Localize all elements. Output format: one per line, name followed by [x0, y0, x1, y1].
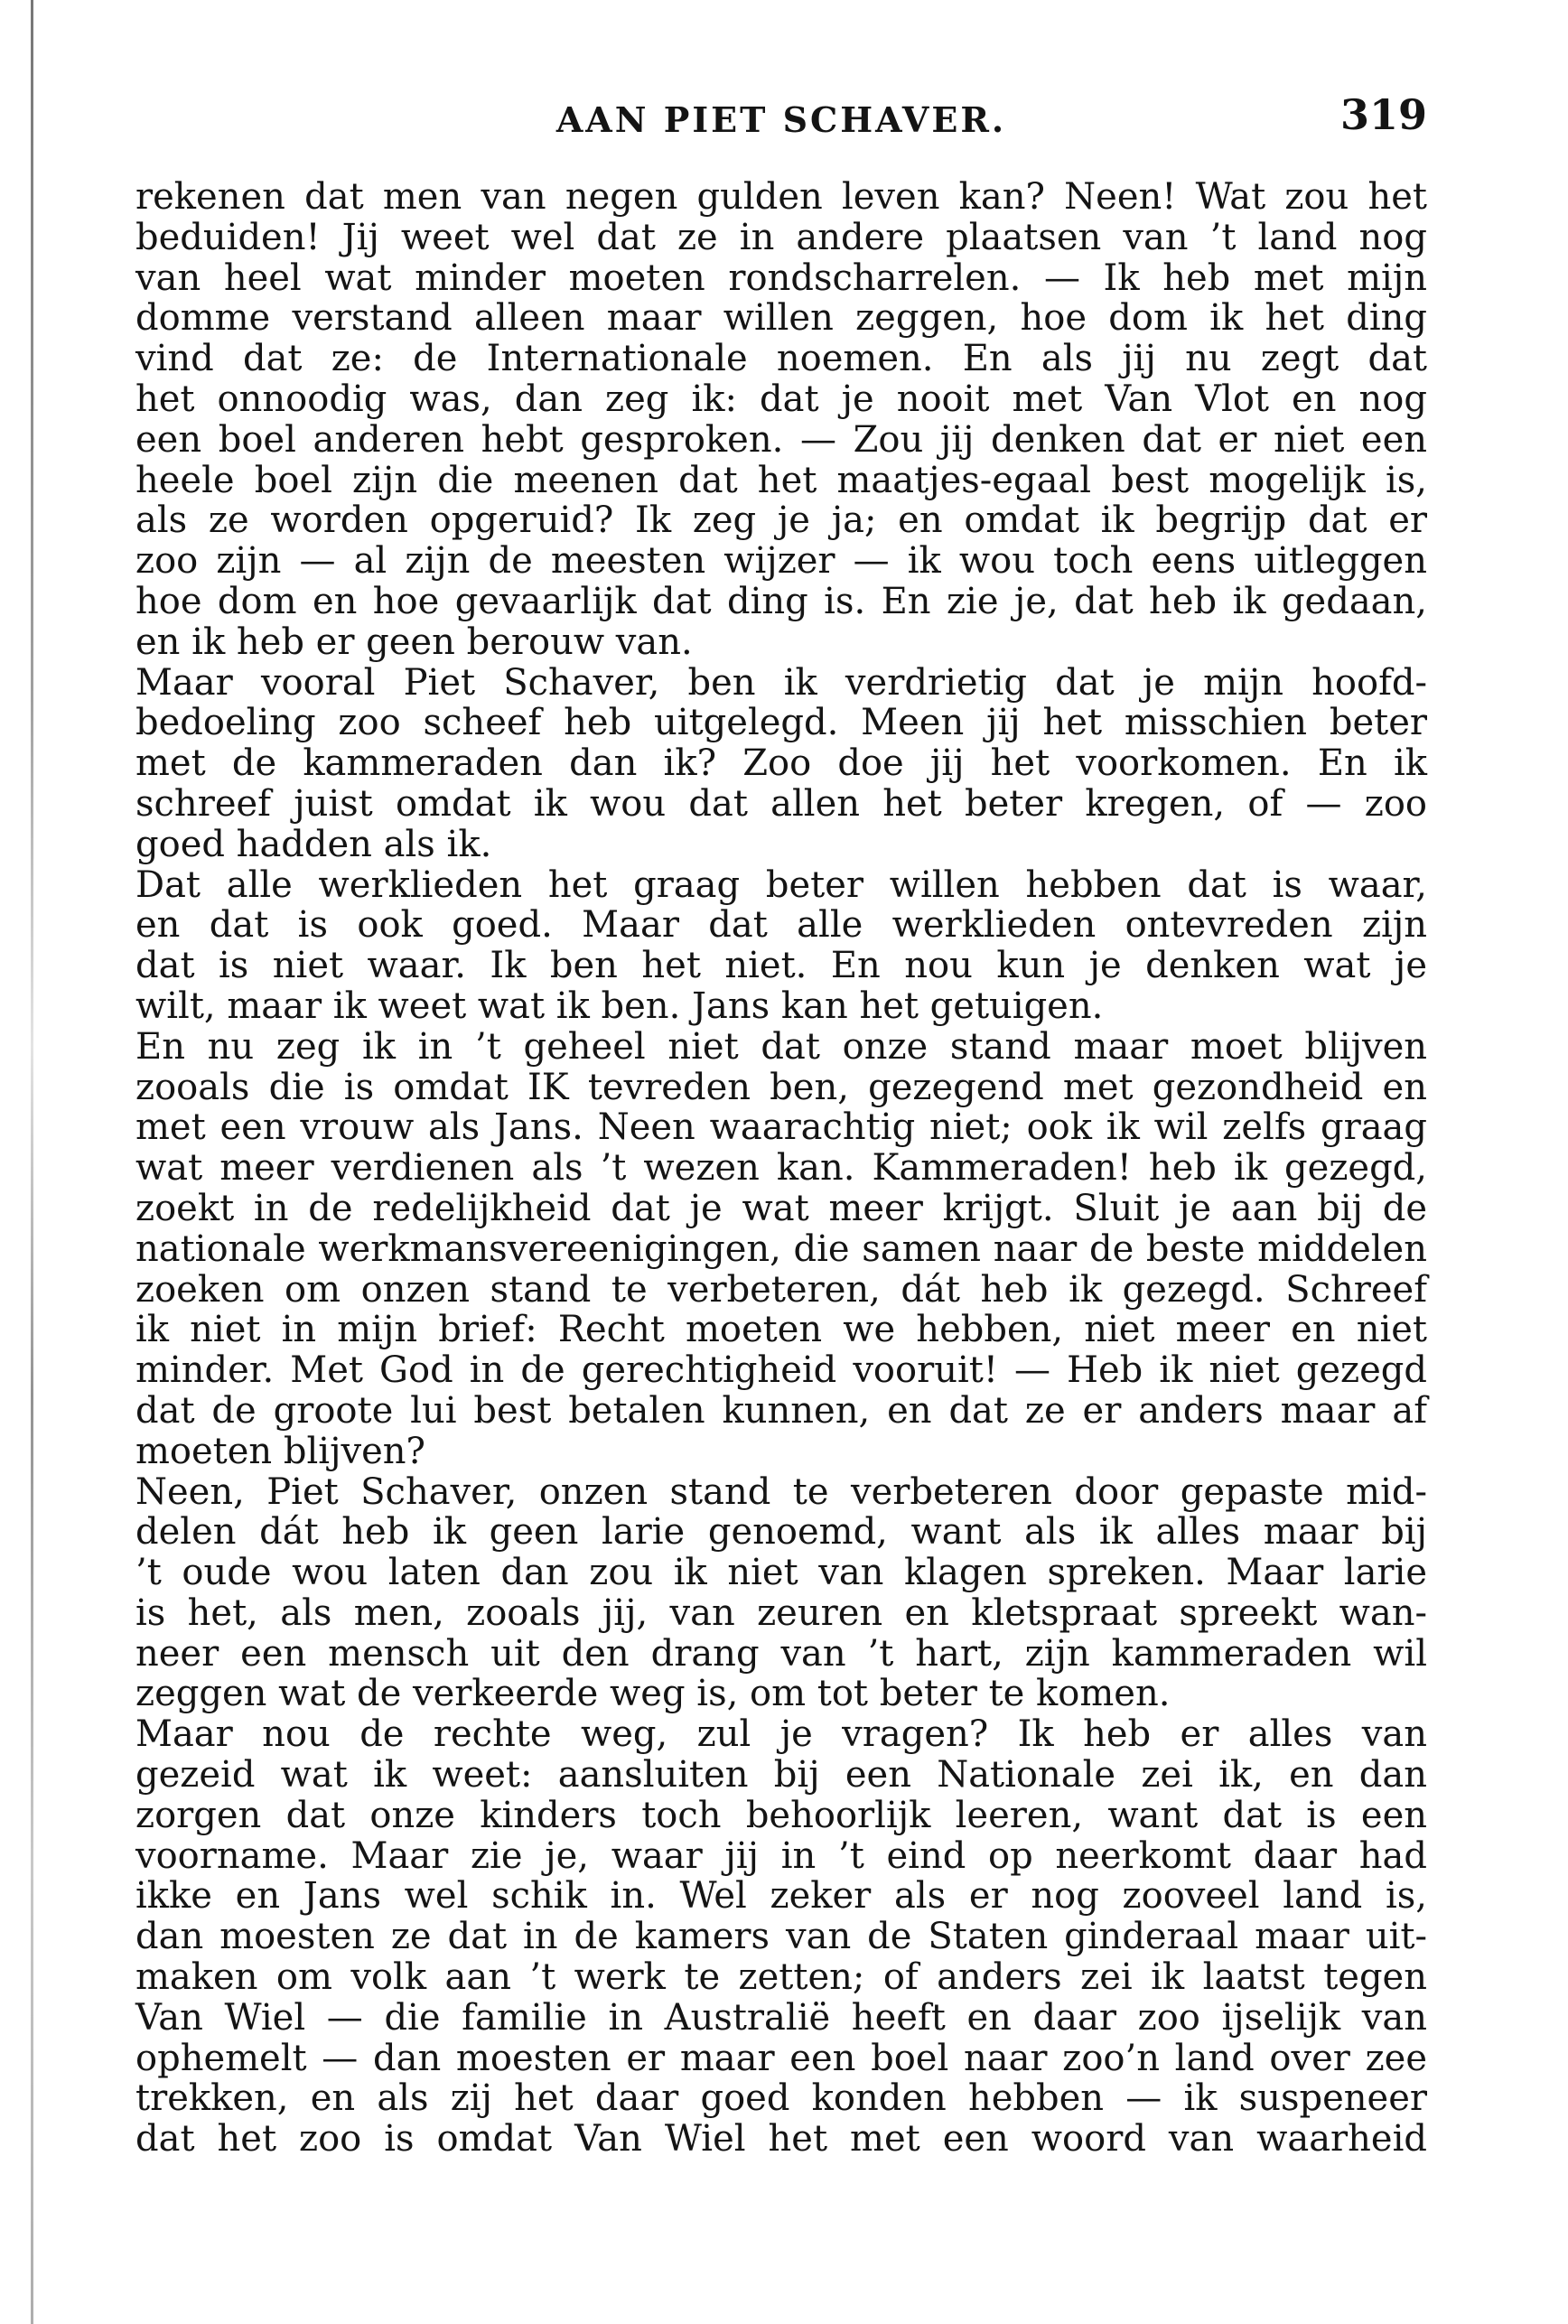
text-line: schreef juist omdat ik wou dat allen het beter kregen, of — zoo [135, 782, 1427, 825]
running-title: AAN PIET SCHAVER. [555, 99, 1007, 140]
text-line: en ik heb er geen berouw van. [135, 621, 693, 663]
text-line: zorgen dat onze kinders toch behoorlijk leeren, want dat is een [135, 1794, 1427, 1836]
text-line: zooals die is omdat IK tevreden ben, gezegend met gezondheid en [135, 1066, 1427, 1108]
text-line: ikke en Jans wel schik in. Wel zeker als er nog zooveel land is, [135, 1875, 1427, 1918]
text-line: ophemelt — dan moesten er maar een boel naar zoo’n land over zee [135, 2037, 1427, 2079]
body-text [135, 177, 1427, 2160]
text-line: dan moesten ze dat in de kamers van de Staten ginderaal maar uit- [135, 1916, 1427, 1958]
text-line: minder. Met God in de gerechtigheid vooruit! — Heb ik niet gezegd [135, 1349, 1427, 1392]
text-line: En nu zeg ik in ’t geheel niet dat onze stand maar moet blijven [135, 1025, 1427, 1068]
text-line: met een vrouw als Jans. Neen waarachtig niet; ook ik wil zelfs graag [135, 1106, 1427, 1149]
text-line: gezeid wat ik weet: aansluiten bij een Nationale zei ik, en dan [135, 1754, 1427, 1797]
text-line: dat is niet waar. Ik ben het niet. En nou kun je denken wat je [135, 945, 1427, 987]
text-line: zoeken om onzen stand te verbeteren, dát heb ik gezegd. Schreef [135, 1268, 1427, 1311]
text-line: is het, als men, zooals jij, van zeuren en kletspraat spreekt wan- [135, 1591, 1427, 1634]
running-head [135, 90, 1427, 145]
text-line: zoekt in de redelijkheid dat je wat meer krijgt. Sluit je aan bij de [135, 1187, 1427, 1229]
text-line: voorname. Maar zie je, waar jij in ’t eind op neerkomt daar had [135, 1834, 1427, 1877]
text-line: dat het zoo is omdat Van Wiel het met een woord van waarheid [135, 2118, 1427, 2161]
text-line: ’t oude wou laten dan zou ik niet van klagen spreken. Maar larie [135, 1552, 1427, 1594]
text-line: goed hadden als ik. [135, 823, 492, 865]
text-line: maken om volk aan ’t werk te zetten; of anders zei ik laatst tegen [135, 1956, 1427, 1999]
text-line: zoo zijn — al zijn de meesten wijzer — ik wou toch eens uitleggen [135, 540, 1427, 583]
text-line: als ze worden opgeruid? Ik zeg je ja; en omdat ik begrijp dat er [135, 499, 1427, 542]
text-line: beduiden! Jij weet wel dat ze in andere plaatsen van ’t land nog [135, 216, 1427, 258]
text-line: neer een mensch uit den drang van ’t hart, zijn kammeraden wil [135, 1632, 1427, 1675]
text-line: Maar nou de rechte weg, zul je vragen? Ik heb er alles van [135, 1713, 1427, 1756]
text-line: heele boel zijn die meenen dat het maatjes-egaal best mogelijk is, [135, 459, 1427, 501]
text-line: Dat alle werklieden het graag beter willen hebben dat is waar, [135, 863, 1427, 906]
page-number: 319 [1339, 90, 1427, 139]
scan-edge [31, 0, 33, 2324]
text-line: het onnoodig was, dan zeg ik: dat je nooit met Van Vlot en nog [135, 378, 1427, 420]
text-line: Van Wiel — die familie in Australië heeft en daar zoo ijselijk van [135, 1996, 1427, 2039]
text-line: hoe dom en hoe gevaarlijk dat ding is. En zie je, dat heb ik gedaan, [135, 580, 1427, 622]
text-line: wat meer verdienen als ’t wezen kan. Kammeraden! heb ik gezegd, [135, 1147, 1427, 1190]
text-line: vind dat ze: de Internationale noemen. En als jij nu zegt dat [135, 338, 1427, 380]
text-line: wilt, maar ik weet wat ik ben. Jans kan het getuigen. [135, 985, 1104, 1027]
text-line: rekenen dat men van negen gulden leven kan? Neen! Wat zou het [135, 176, 1427, 218]
text-line: domme verstand alleen maar willen zeggen, hoe dom ik het ding [135, 297, 1427, 340]
text-line: bedoeling zoo scheef heb uitgelegd. Meen jij het misschien beter [135, 702, 1427, 744]
text-line: een boel anderen hebt gesproken. — Zou jij denken dat er niet een [135, 418, 1427, 461]
text-line: ik niet in mijn brief: Recht moeten we hebben, niet meer en niet [135, 1309, 1427, 1351]
text-line: moeten blijven? [135, 1430, 425, 1472]
text-line: van heel wat minder moeten rondscharrelen. — Ik heb met mijn [135, 257, 1427, 299]
text-line: Maar vooral Piet Schaver, ben ik verdrietig dat je mijn hoofd- [135, 661, 1427, 704]
text-line: delen dát heb ik geen larie genoemd, want als ik alles maar bij [135, 1511, 1427, 1554]
text-line: met de kammeraden dan ik? Zoo doe jij het voorkomen. En ik [135, 742, 1427, 785]
text-line: zeggen wat de verkeerde weg is, om tot beter te komen. [135, 1673, 1171, 1715]
text-line: en dat is ook goed. Maar dat alle werklieden ontevreden zijn [135, 904, 1427, 947]
text-line: dat de groote lui best betalen kunnen, en dat ze er anders maar af [135, 1389, 1427, 1432]
text-line: nationale werkmansvereenigingen, die samen naar de beste middelen [135, 1227, 1427, 1270]
text-line: Neen, Piet Schaver, onzen stand te verbeteren door gepaste mid- [135, 1470, 1427, 1513]
text-line: trekken, en als zij het daar goed konden hebben — ik suspeneer [135, 2077, 1427, 2120]
